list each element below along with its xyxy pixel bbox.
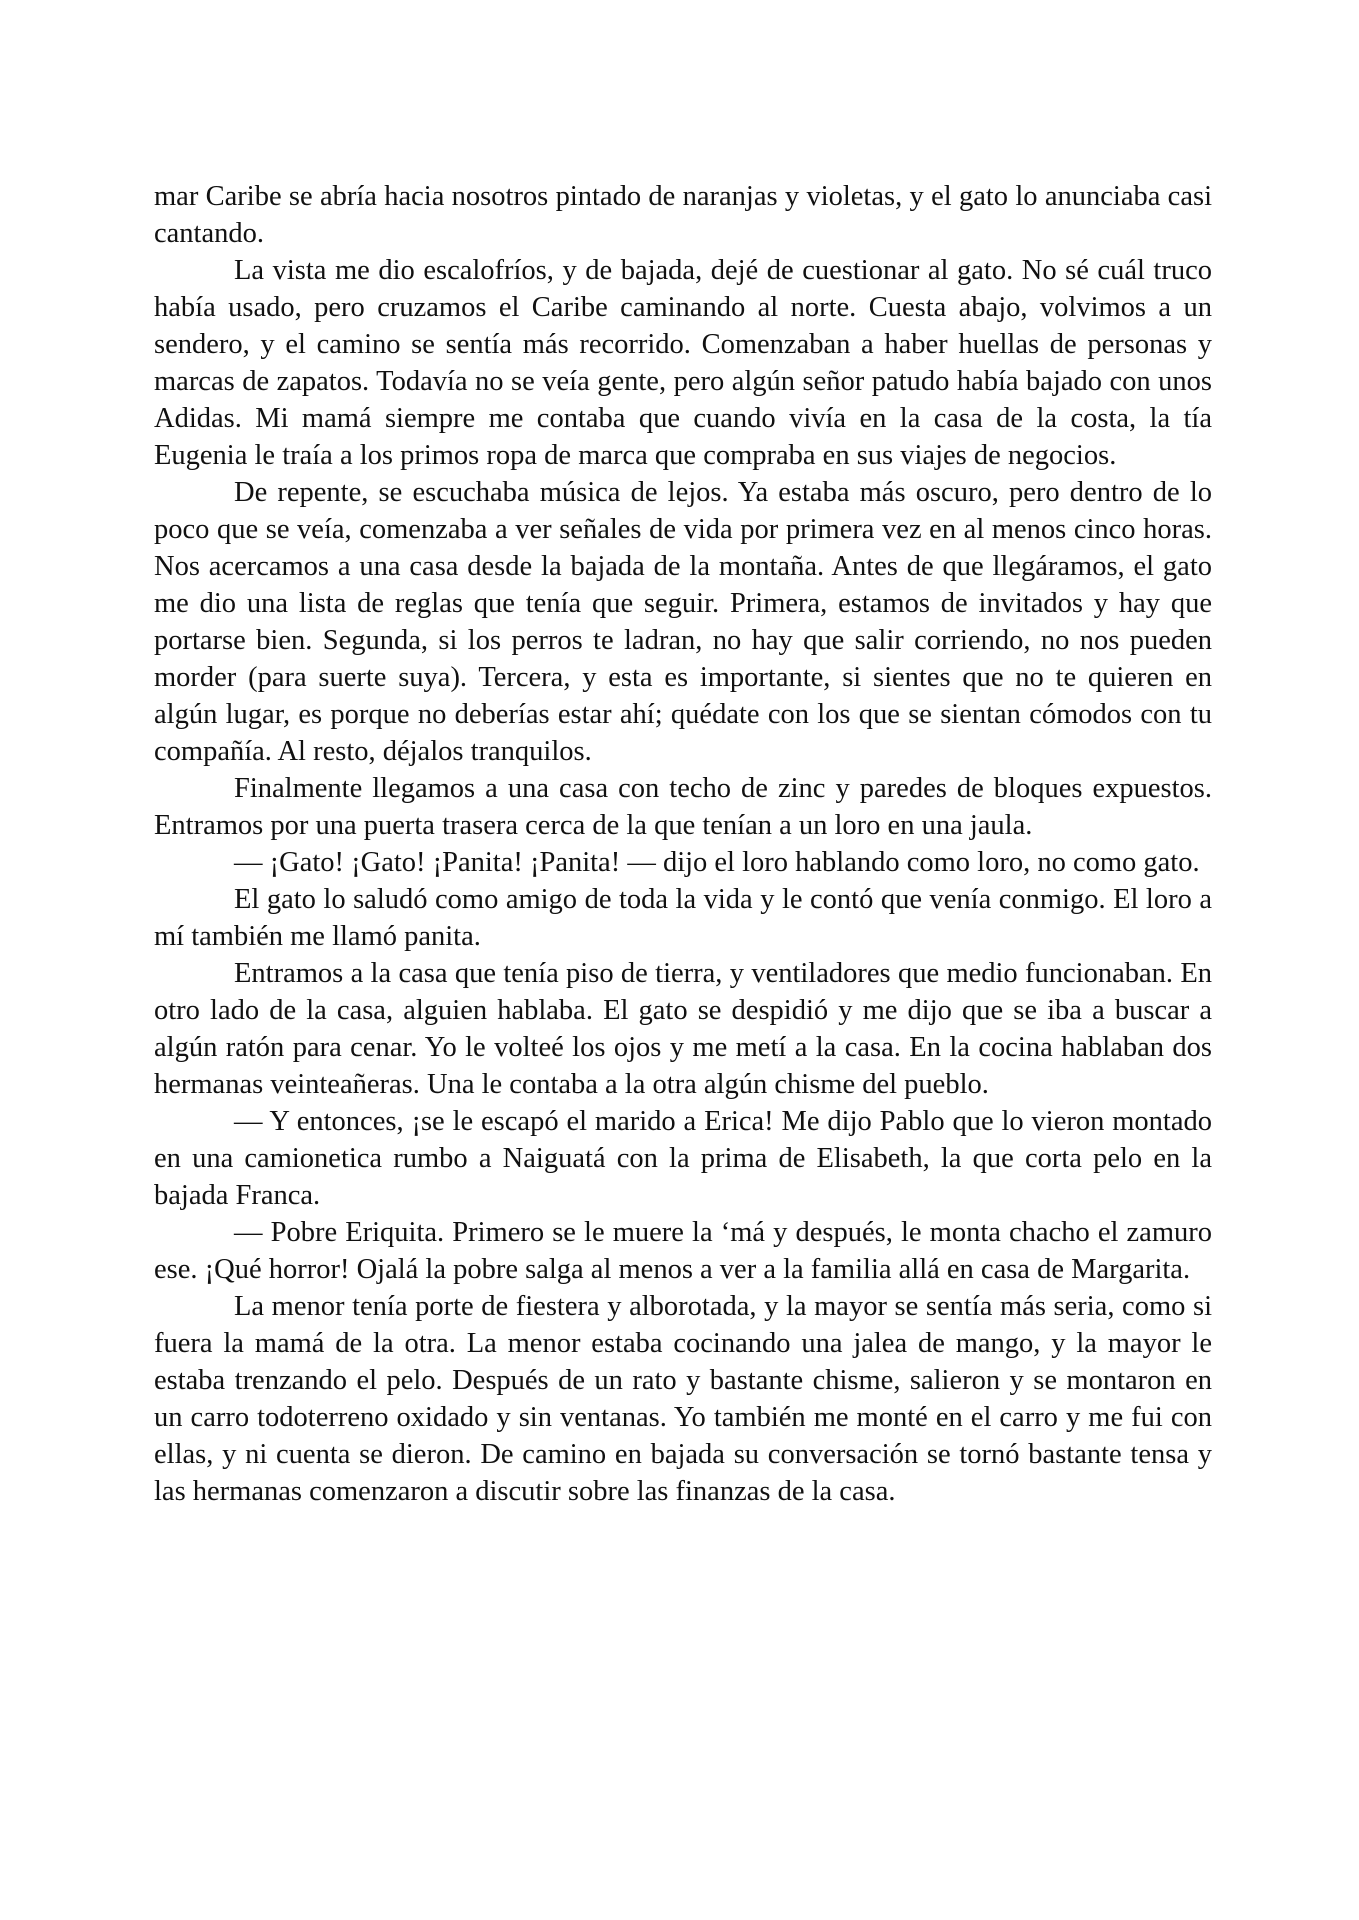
paragraph: La menor tenía porte de fiestera y alborotada, y la mayor se sentía más seria, como si fuera la mamá de la otra. La menor estaba cocinando una jalea de mango, y la mayor le estaba trenzando el pelo. Después de un rato y bastante chisme, salieron y se montaron en un carro todoterreno oxidado y sin ventanas. Yo también me monté en el carro y me fui con ellas, y ni cuenta se dieron. De camino en bajada su conversación se tornó bastante tensa y las hermanas comenzaron a discutir sobre las finanzas de la casa. <box>154 1291 1212 1507</box>
paragraph: Entramos a la casa que tenía piso de tierra, y ventiladores que medio funcionaban. En otro lado de la casa, alguien hablaba. El gato se despidió y me dijo que se iba a buscar a algún ratón para cenar. Yo le volteé los ojos y me metí a la casa. En la cocina hablaban dos hermanas veinteañeras. Una le contaba a la otra algún chisme del pueblo. <box>154 958 1212 1100</box>
paragraph: mar Caribe se abría hacia nosotros pintado de naranjas y violetas, y el gato lo anunciaba casi cantando. <box>154 181 1212 249</box>
paragraph: La vista me dio escalofríos, y de bajada, dejé de cuestionar al gato. No sé cuál truco había usado, pero cruzamos el Caribe caminando al norte. Cuesta abajo, volvimos a un sendero, y el camino se sentía más recorrido. Comenzaban a haber huellas de personas y marcas de zapatos. Todavía no se veía gente, pero algún señor patudo había bajado con unos Adidas. Mi mamá siempre me contaba que cuando vivía en la casa de la costa, la tía Eugenia le traía a los primos ropa de marca que compraba en sus viajes de negocios. <box>154 255 1212 471</box>
paragraph: Finalmente llegamos a una casa con techo de zinc y paredes de bloques expuestos. Entramos por una puerta trasera cerca de la que tenían a un loro en una jaula. <box>154 773 1212 841</box>
paragraph: El gato lo saludó como amigo de toda la vida y le contó que venía conmigo. El loro a mí también me llamó panita. <box>154 884 1212 952</box>
dialogue-paragraph: — Pobre Eriquita. Primero se le muere la ‘má y después, le monta chacho el zamuro ese. ¡Qué horror! Ojalá la pobre salga al menos a ver a la familia allá en casa de Margarita. <box>154 1217 1212 1285</box>
paragraph: De repente, se escuchaba música de lejos. Ya estaba más oscuro, pero dentro de lo poco que se veía, comenzaba a ver señales de vida por primera vez en al menos cinco horas. Nos acercamos a una casa desde la bajada de la montaña. Antes de que llegáramos, el gato me dio una lista de reglas que tenía que seguir. Primera, estamos de invitados y hay que portarse bien. Segunda, si los perros te ladran, no hay que salir corriendo, no nos pueden morder (para suerte suya). Tercera, y esta es importante, si sientes que no te quieren en algún lugar, es porque no deberías estar ahí; quédate con los que se sientan cómodos con tu compañía. Al resto, déjalos tranquilos. <box>154 477 1212 767</box>
dialogue-paragraph: — Y entonces, ¡se le escapó el marido a Erica! Me dijo Pablo que lo vieron montado en una camionetica rumbo a Naiguatá con la prima de Elisabeth, la que corta pelo en la bajada Franca. <box>154 1106 1212 1211</box>
document-page <box>154 178 1212 1510</box>
dialogue-paragraph: — ¡Gato! ¡Gato! ¡Panita! ¡Panita! — dijo el loro hablando como loro, no como gato. <box>234 847 1200 878</box>
